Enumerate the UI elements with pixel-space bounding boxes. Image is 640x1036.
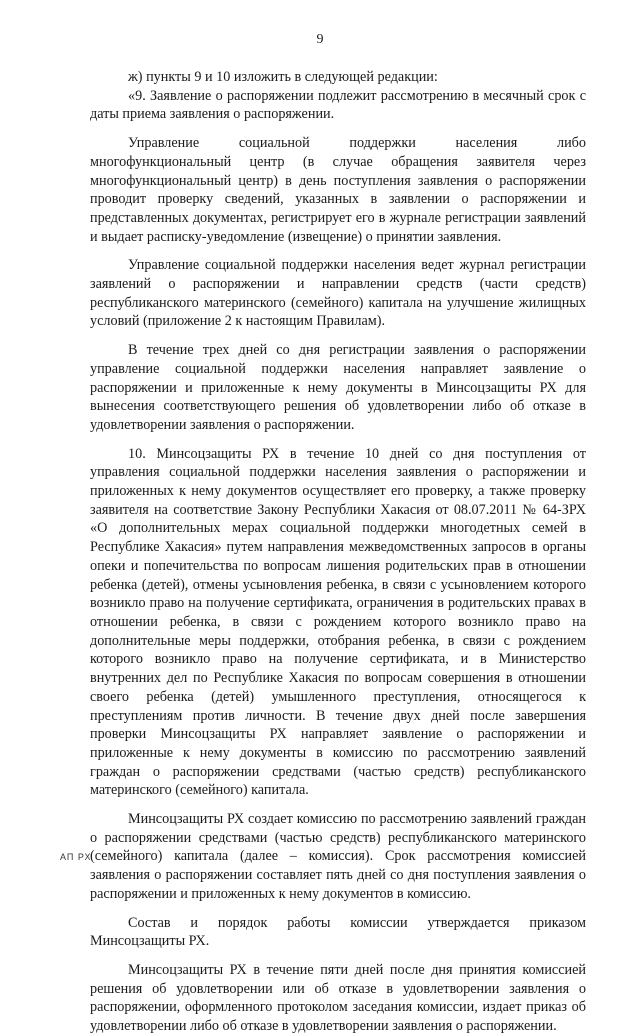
paragraph-commission: Минсоцзащиты РХ создает комиссию по рассмотрению заявлений граждан о распоряжении средствами (частью средств) республиканского материнского (семейного) капитала (далее – комиссия). Срок рассмотрения комиссией заявления о распоряжении составляет пять дней со дня поступления заявления о распоряжении и приложенных к нему документов в комиссию. <box>90 811 586 902</box>
paragraph-registration: Управление социальной поддержки населения либо многофункциональный центр (в случае обращения заявителя через многофункциональный центр) в день поступления заявления о распоряжении проводит проверку сведений, указанных в заявлении о распоряжении и представленных документах, регистрирует его в журнале регистрации заявлений и выдает расписку-уведомление (извещение) о принятии заявления. <box>90 135 586 245</box>
paragraph-commission-order: Состав и порядок работы комиссии утверждается приказом Минсоцзащиты РХ. <box>90 914 586 950</box>
paragraph-decision: Минсоцзащиты РХ в течение пяти дней после дня принятия комиссией решения об удовлетворении или об отказе в удовлетворении заявления о распоряжении, оформленного протоколом заседания комиссии, издает приказ об удовлетворении либо об отказе в удовлетворении заявления о распоряжении. <box>90 961 586 1035</box>
paragraph-amendment-intro: ж) пункты 9 и 10 изложить в следующей редакции: <box>128 69 438 85</box>
page-number: 9 <box>316 32 324 47</box>
paragraph-journal: Управление социальной поддержки населения ведет журнал регистрации заявлений о распоряжении и направлении средств (части средств) республиканского материнского (семейного) капитала на улучшение жилищных условий (приложение 2 к настоящим Правилам). <box>90 257 586 330</box>
paragraph-item-9: «9. Заявление о распоряжении подлежит рассмотрению в месячный срок с даты приема заявления о распоряжении. <box>90 87 586 123</box>
footer-mark: АП РХ <box>60 852 92 862</box>
document-body <box>90 68 586 1036</box>
paragraph-item-10: 10. Минсоцзащиты РХ в течение 10 дней со дня поступления от управления социальной поддержки населения заявления о распоряжении и приложенных к нему документов осуществляет его проверку, а также проверку заявителя на соответствие Закону Республики Хакасия от 08.07.2011 № 64-ЗРХ «О дополнительных мерах социальной поддержки многодетных семей в Республике Хакасия» путем направления межведомственных запросов в органы опеки и попечительства по вопросам лишения родительских прав в отношении ребенка (детей), отмены усыновления ребенка, в связи с усыновлением которого возникло право на получение сертификата, ограничения в родительских правах в отношении ребенка, в связи с рождением которого возникло право на дополнительные меры поддержки, отобрания ребенка, в связи с рождением которого возникло право на получение сертификата, и в Министерство внутренних дел по Республике Хакасия по вопросам совершения в отношении своего ребенка (детей) умышленного преступления, относящегося к преступлениям против личности. В течение двух дней после завершения проверки Минсоцзащиты РХ направляет заявление о распоряжении и приложенные к нему документы в комиссию по рассмотрению заявлений граждан о распоряжении средствами (частью средств) республиканского материнского (семейного) капитала. <box>90 445 586 799</box>
paragraph-three-days: В течение трех дней со дня регистрации заявления о распоряжении управление социальной поддержки населения направляет заявление о распоряжении и приложенные к нему документы в Минсоцзащиты РХ для вынесения соответствующего решения об удовлетворении либо об отказе в удовлетворении заявления о распоряжении. <box>90 342 586 433</box>
